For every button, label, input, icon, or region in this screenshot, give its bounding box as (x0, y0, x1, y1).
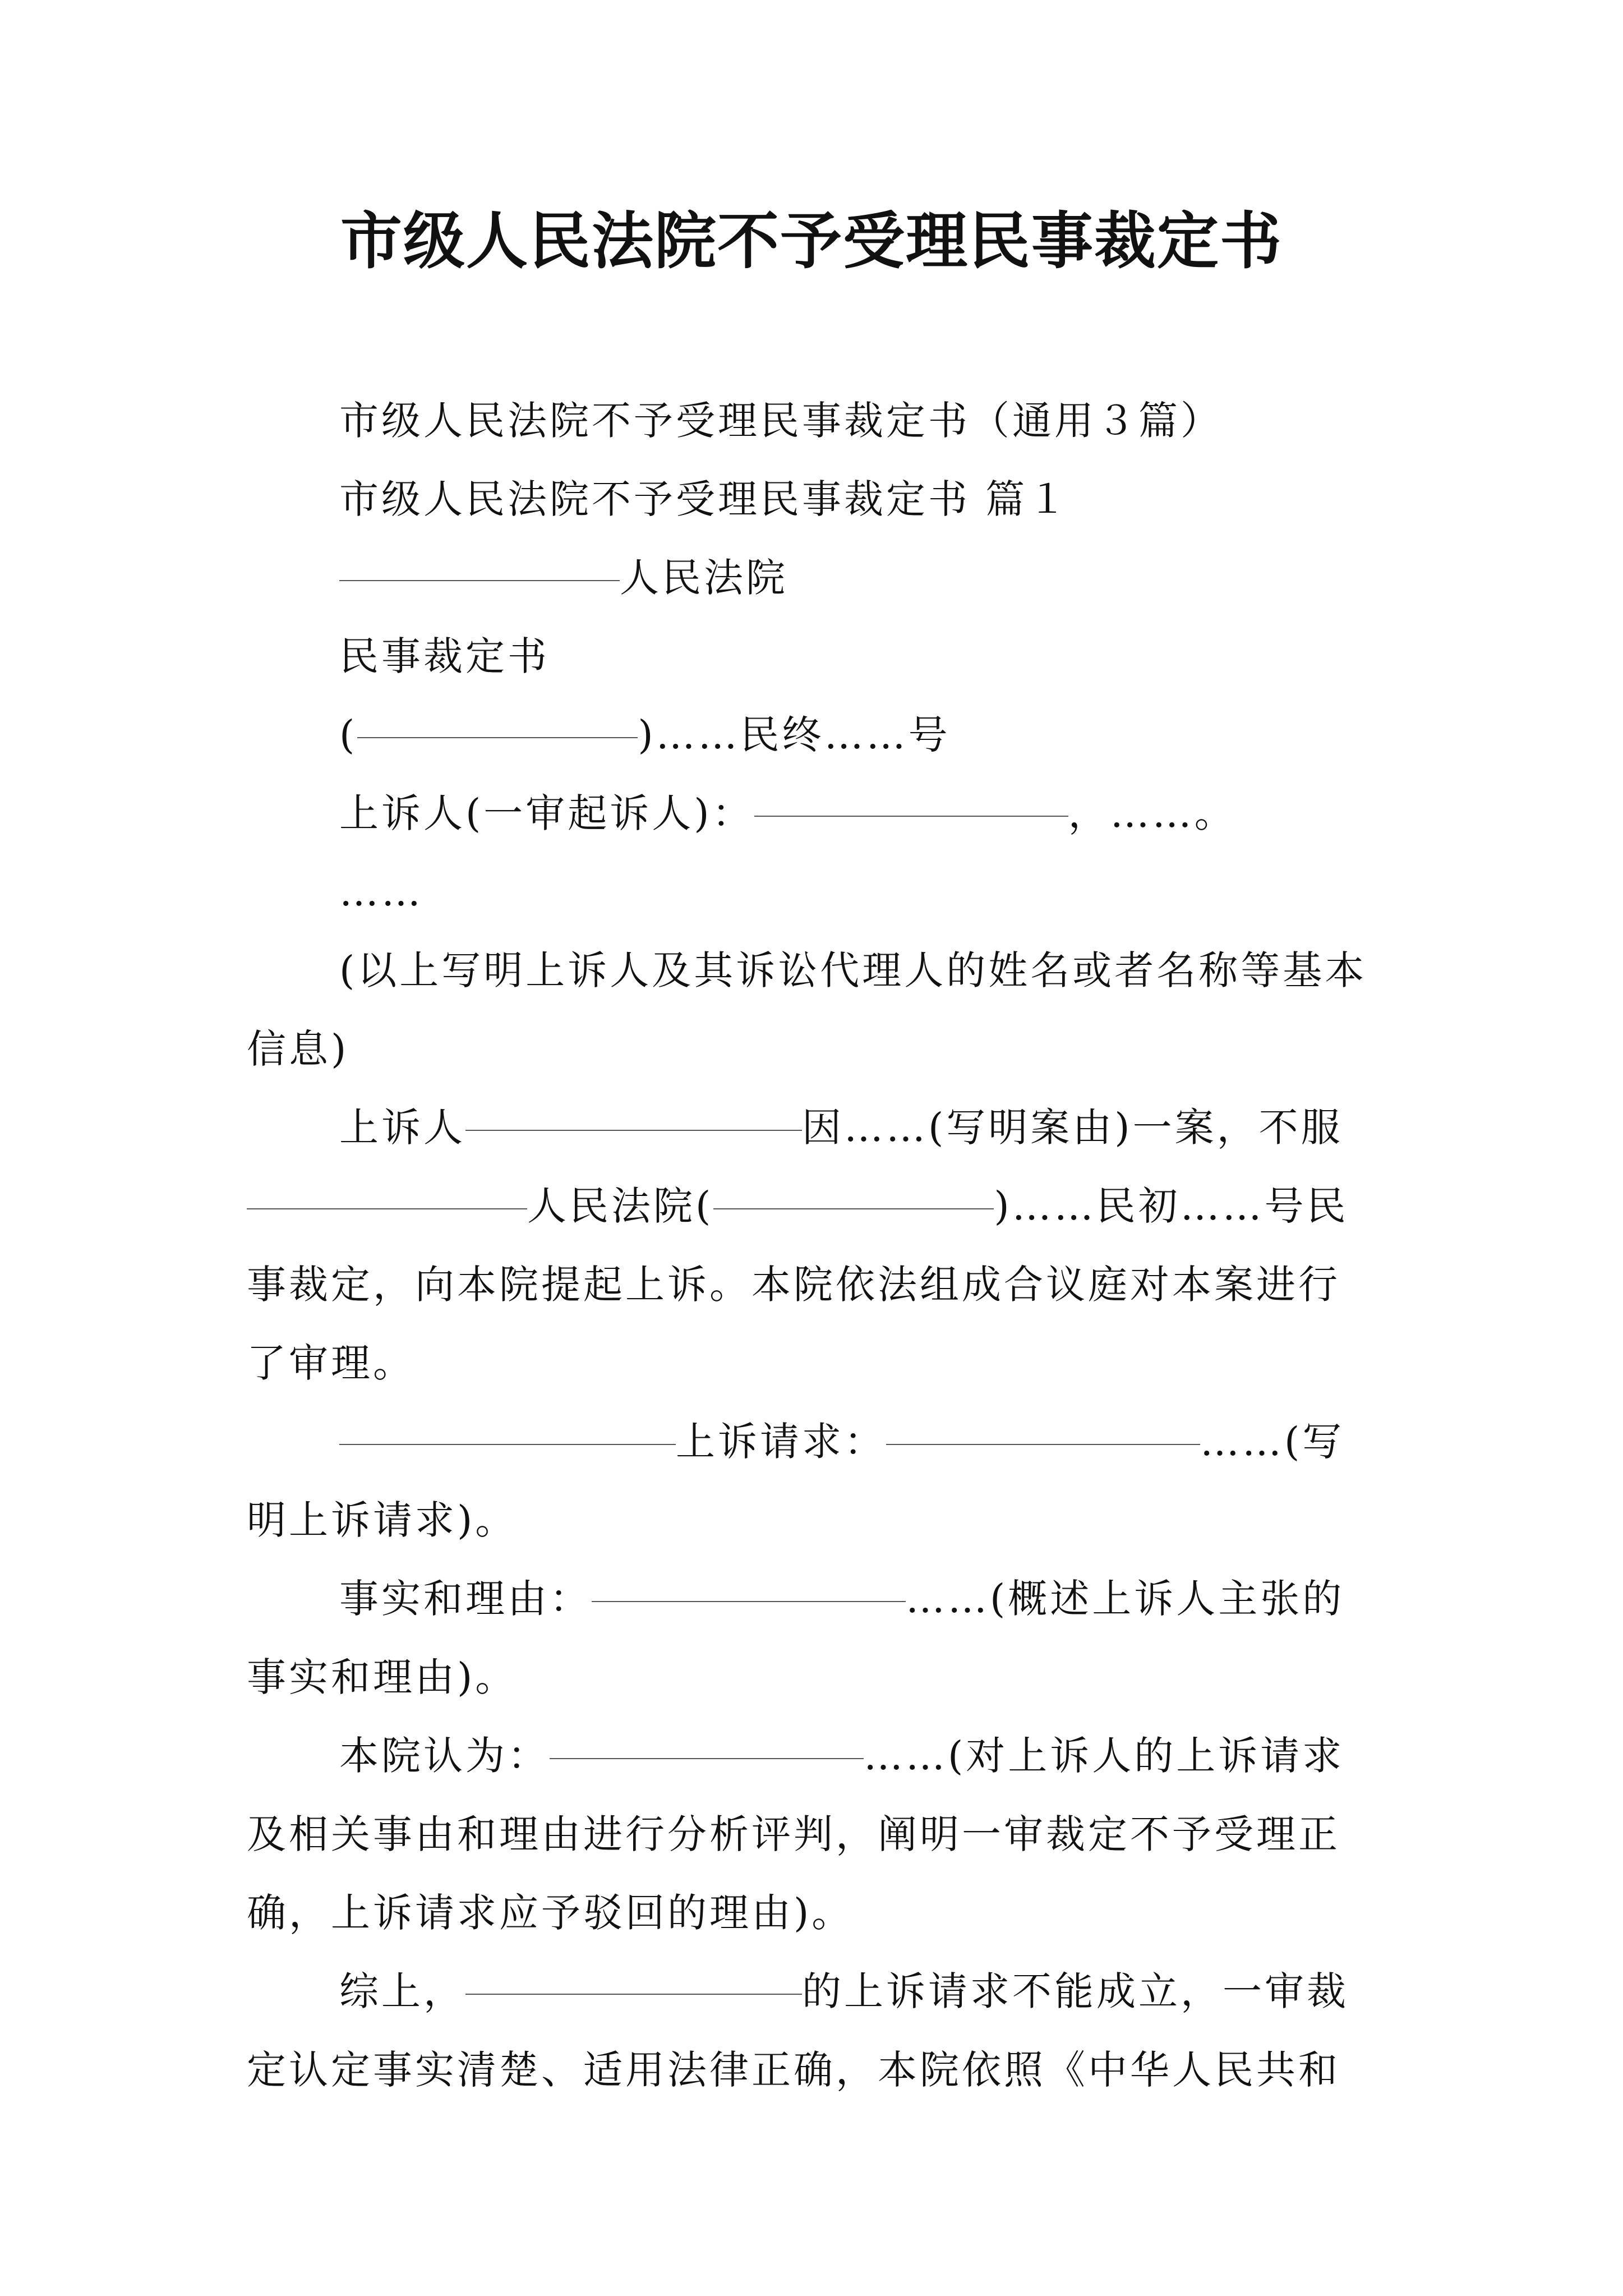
court-name-line (247, 539, 1380, 617)
appellant-name-blank (754, 815, 1068, 817)
conclusion-label: 综上， (339, 1968, 465, 2014)
appeal-text-c: 人民法院( (527, 1183, 714, 1229)
doc-type-line: 民事裁定书 (339, 633, 550, 679)
request-text: ……(写明上诉请求)。 (247, 1419, 1345, 1543)
court-name-blank (339, 579, 620, 581)
appeal-request-paragraph (247, 1402, 1380, 1559)
appellant-label: 上诉人(一审起诉人)： (339, 790, 754, 836)
ellipsis-line: …… (339, 869, 423, 915)
facts-reasons-paragraph (247, 1559, 1380, 1717)
case-number-open: ( (339, 712, 358, 758)
facts-content-blank (592, 1600, 906, 1602)
appellant-tail: ，……。 (1068, 790, 1237, 836)
request-label: 上诉请求： (676, 1419, 886, 1465)
appeal-text-b: 因……(写明案由)一案，不服 (802, 1105, 1343, 1151)
case-number-close: )……民终……号 (638, 712, 951, 758)
conclusion-text: 的上诉请求不能成立，一审裁定认定事实清楚、适用法律正确，本院依照《中华人民共和 (247, 1968, 1349, 2093)
conclusion-party-blank (465, 1993, 802, 1995)
case-number-line (247, 696, 1380, 774)
opinion-label: 本院认为： (339, 1733, 550, 1779)
court-opinion-paragraph (247, 1717, 1380, 1952)
case-year-blank (357, 737, 638, 738)
opinion-content-blank (550, 1757, 864, 1759)
appeal-court-blank (247, 1208, 527, 1209)
party-info-note: (以上写明上诉人及其诉讼代理人的姓名或者名称等基本信息) (247, 947, 1367, 1072)
document-body (247, 381, 1380, 2109)
section-heading: 市级人民法院不予受理民事裁定书 篇１ (339, 476, 1070, 522)
facts-label: 事实和理由： (339, 1576, 592, 1622)
court-suffix: 人民法院 (620, 555, 788, 601)
appeal-year-blank (713, 1208, 994, 1209)
document-subtitle: 市级人民法院不予受理民事裁定书（通用３篇） (339, 398, 1223, 444)
appeal-appellant-blank (465, 1129, 802, 1131)
opinion-text: ……(对上诉人的上诉请求及相关事由和理由进行分析评判，阐明一审裁定不予受理正确，上诉请求应予驳回的理由)。 (247, 1733, 1345, 1936)
document-title: 市级人民法院不予受理民事裁定书 (340, 205, 1283, 277)
appeal-text-d: )……民初……号民事裁定，向本院提起上诉。本院依法组成合议庭对本案进行了审理。 (247, 1183, 1349, 1386)
request-content-blank (886, 1443, 1200, 1445)
request-party-blank (339, 1443, 676, 1445)
appeal-text-a: 上诉人 (339, 1105, 465, 1151)
appeal-paragraph (247, 1088, 1380, 1402)
facts-text: ……(概述上诉人主张的事实和理由)。 (247, 1576, 1345, 1700)
conclusion-paragraph (247, 1952, 1380, 2109)
appellant-line (247, 774, 1380, 853)
